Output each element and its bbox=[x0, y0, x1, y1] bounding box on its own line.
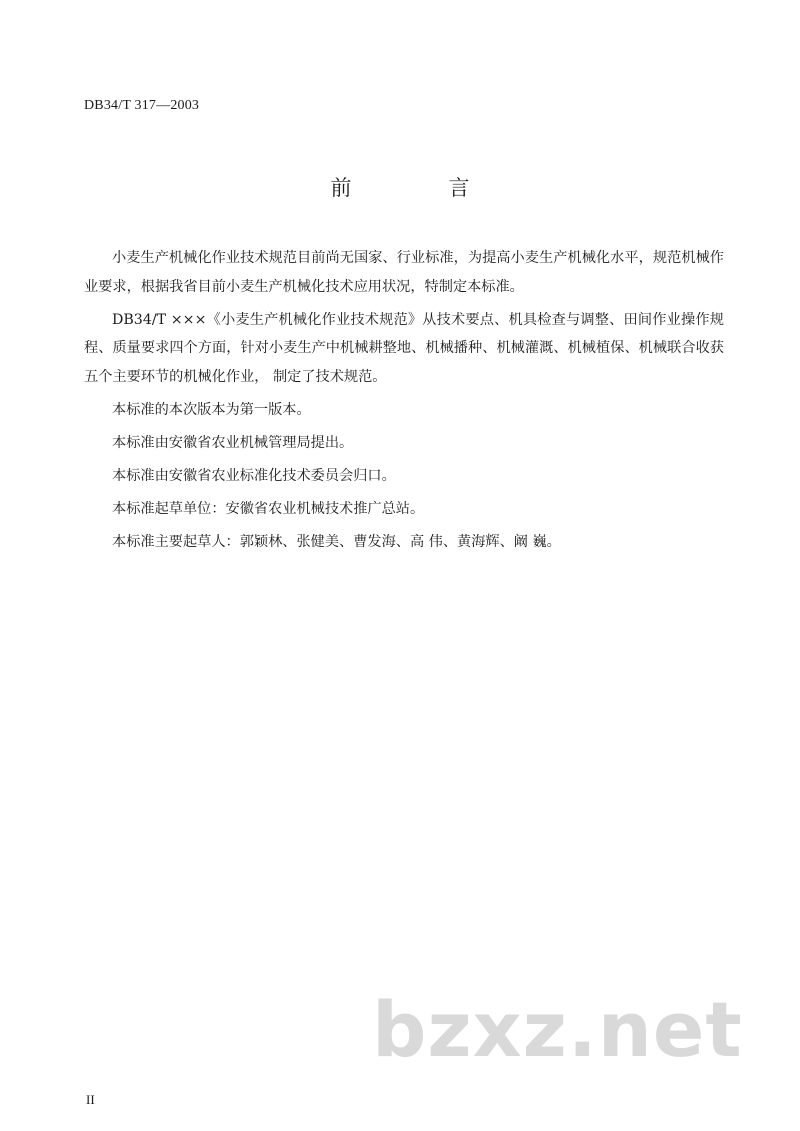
standard-code: DB34/T 317—2003 bbox=[84, 98, 200, 113]
paragraph: 本标准由安徽省农业机械管理局提出。 bbox=[112, 434, 354, 451]
foreword-body bbox=[84, 244, 724, 561]
watermark: bzxz.net bbox=[372, 985, 743, 1074]
paragraph: 本标准由安徽省农业标准化技术委员会归口。 bbox=[112, 467, 396, 484]
page-number: II bbox=[86, 1092, 95, 1107]
paragraph: 本标准起草单位：安徽省农业机械技术推广总站。 bbox=[112, 500, 425, 517]
paragraph: 本标准的本次版本为第一版本。 bbox=[112, 401, 311, 418]
paragraph: 小麦生产机械化作业技术规范目前尚无国家、行业标准，为提高小麦生产机械化水平，规范机械作业要求，根据我省目前小麦生产机械化技术应用状况，特制定本标准。 bbox=[84, 250, 724, 295]
paragraph: 本标准主要起草人：郭颖林、张健美、曹发海、高 伟、黄海辉、阚 巍。 bbox=[112, 533, 561, 550]
paragraph: DB34/T ×××《小麦生产机械化作业技术规范》从技术要点、机具检查与调整、田间作业操作规程、质量要求四个方面，针对小麦生产中机械耕整地、机械播种、机械灌溉、机械植保、机械联合收获五个主要环节的机械化作业， 制定了技术规范。 bbox=[84, 311, 724, 385]
page-title: 前 言 bbox=[330, 176, 508, 200]
